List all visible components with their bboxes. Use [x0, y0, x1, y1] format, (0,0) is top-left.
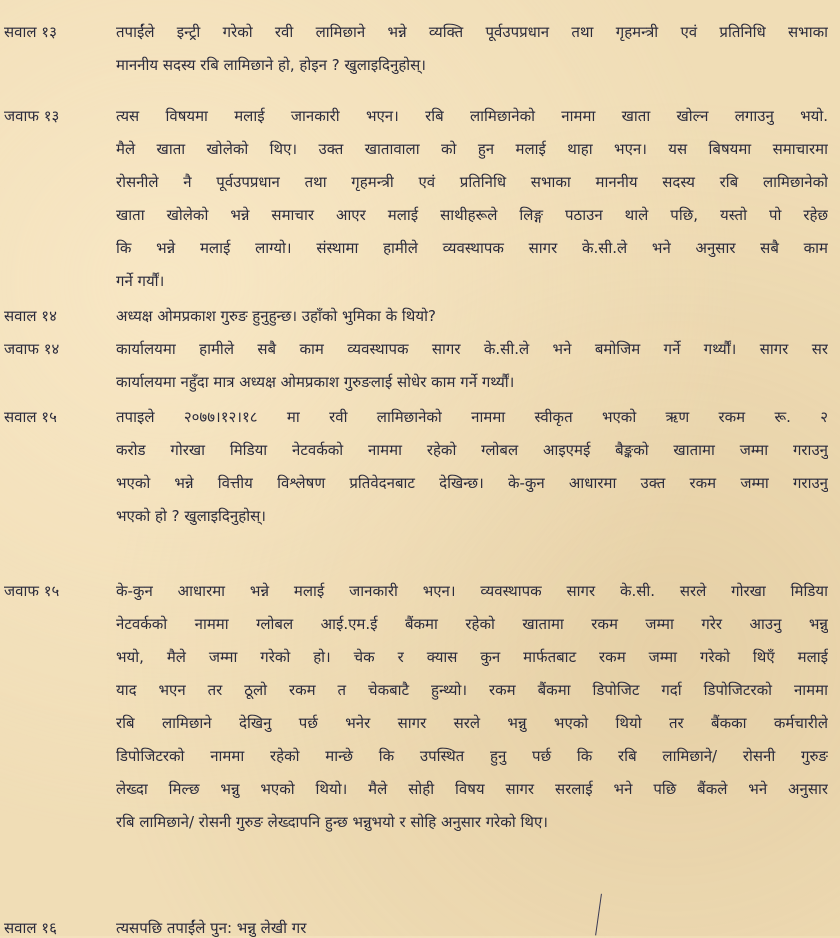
- entry-label: जवाफ १३: [4, 107, 60, 125]
- text-line: डिपोजिटरको नाममा रहेको मान्छे कि उपस्थित हुनु पर्छ कि रबि लामिछाने/ रोसनी गुरुङ: [116, 747, 828, 765]
- text-line: माननीय सदस्य रबि लामिछाने हो, होइन ? खुलाइदिनुहोस्।: [116, 56, 426, 74]
- entry-label: सवाल १३: [4, 23, 57, 41]
- text-line: रबि लामिछाने/ रोसनी गुरुङ लेख्दापनि हुन्छ भन्नुभयो र सोहि अनुसार गरेको थिए।: [116, 813, 548, 831]
- text-line: गर्ने गर्यौं।: [116, 272, 165, 290]
- text-line: मैले खाता खोलेको थिए। उक्त खातावाला को हुन मलाई थाहा भएन। यस बिषयमा समाचारमा: [116, 140, 828, 158]
- text-line: तपाइले २०७७।१२।१८ मा रवी लामिछानेको नाममा स्वीकृत भएको ऋण रकम रू. २: [116, 408, 828, 426]
- entry-label: सवाल १५: [4, 408, 57, 426]
- pen-mark: [595, 894, 608, 937]
- text-line: के-कुन आधारमा भन्ने मलाई जानकारी भएन। व्यवस्थापक सागर के.सी. सरले गोरखा मिडिया: [116, 582, 828, 600]
- text-line: कार्यालयमा हामीले सबै काम व्यवस्थापक सागर के.सी.ले भने बमोजिम गर्ने गर्थ्यौं। सागर सर: [116, 340, 828, 358]
- cut-off-text: त्यसपछि तपाईंले पुन: भन्नु लेखी गर: [116, 919, 307, 937]
- text-line: अध्यक्ष ओमप्रकाश गुरुङ हुनुहुन्छ। उहाँको भुमिका के थियो?: [116, 307, 436, 325]
- text-line: भएको भन्ने वित्तीय विश्लेषण प्रतिवेदनबाट देखिन्छ। के-कुन आधारमा उक्त रकम जम्मा गराउनु: [116, 474, 828, 492]
- text-line: करोड गोरखा मिडिया नेटवर्कको नाममा रहेको ग्लोबल आइएमई बैङ्कको खातामा जम्मा गराउनु: [116, 441, 828, 459]
- entry-label: जवाफ १५: [4, 582, 60, 600]
- text-line: कि भन्ने मलाई लाग्यो। संस्थामा हामीले व्यवस्थापक सागर के.सी.ले भने अनुसार सबै काम: [116, 239, 828, 257]
- entry-body: [116, 401, 828, 533]
- text-line: नेटवर्कको नाममा ग्लोबल आई.एम.ई बैंकमा रहेको खातामा रकम जम्मा गरेर आउनु भन्नु: [116, 615, 828, 633]
- text-line: रोसनीले नै पूर्वउपप्रधान तथा गृहमन्त्री एवं प्रतिनिधि सभाका माननीय सदस्य रबि लामिछानेको: [116, 173, 828, 191]
- entry-label: जवाफ १४: [4, 340, 60, 358]
- text-line: रबि लामिछाने देखिनु पर्छ भनेर सागर सरले भन्नु भएको थियो तर बैंकका कर्मचारीले: [116, 714, 828, 732]
- text-line: त्यस विषयमा मलाई जानकारी भएन। रबि लामिछानेको नाममा खाता खोल्न लगाउनु भयो.: [116, 107, 828, 125]
- text-line: कार्यालयमा नहुँदा मात्र अध्यक्ष ओमप्रकाश गुरुङलाई सोधेर काम गर्ने गर्थ्यौं।: [116, 373, 515, 391]
- cut-off-label: सवाल १६: [4, 919, 57, 937]
- text-line: खाता खोलेको भन्ने समाचार आएर मलाई साथीहरूले लिङ्ग पठाउन थाले पछि, यस्तो पो रहेछ: [116, 206, 828, 224]
- text-line: याद भएन तर ठूलो रकम त चेकबाटै हुन्थ्यो। रकम बैंकमा डिपोजिट गर्दा डिपोजिटरको नाममा: [116, 681, 828, 699]
- entry-body: [116, 575, 828, 839]
- entry-label: सवाल १४: [4, 307, 57, 325]
- entry-body: [116, 16, 828, 82]
- entry-body: [116, 333, 828, 399]
- entry-body: [116, 100, 828, 298]
- entry-body: [116, 300, 828, 333]
- text-line: भएको हो ? खुलाइदिनुहोस्।: [116, 507, 266, 525]
- text-line: तपाईंले इन्ट्री गरेको रवी लामिछाने भन्ने व्यक्ति पूर्वउपप्रधान तथा गृहमन्त्री एवं प्रतिनिधि सभाका: [116, 23, 828, 41]
- text-line: भयो, मैले जम्मा गरेको हो। चेक र क्यास कुन मार्फतबाट रकम जम्मा गरेको थिएँ मलाई: [116, 648, 828, 666]
- text-line: लेख्दा मिल्छ भन्नु भएको थियो। मैले सोही विषय सागर सरलाई भने पछि बैंकले भने अनुसार: [116, 780, 828, 798]
